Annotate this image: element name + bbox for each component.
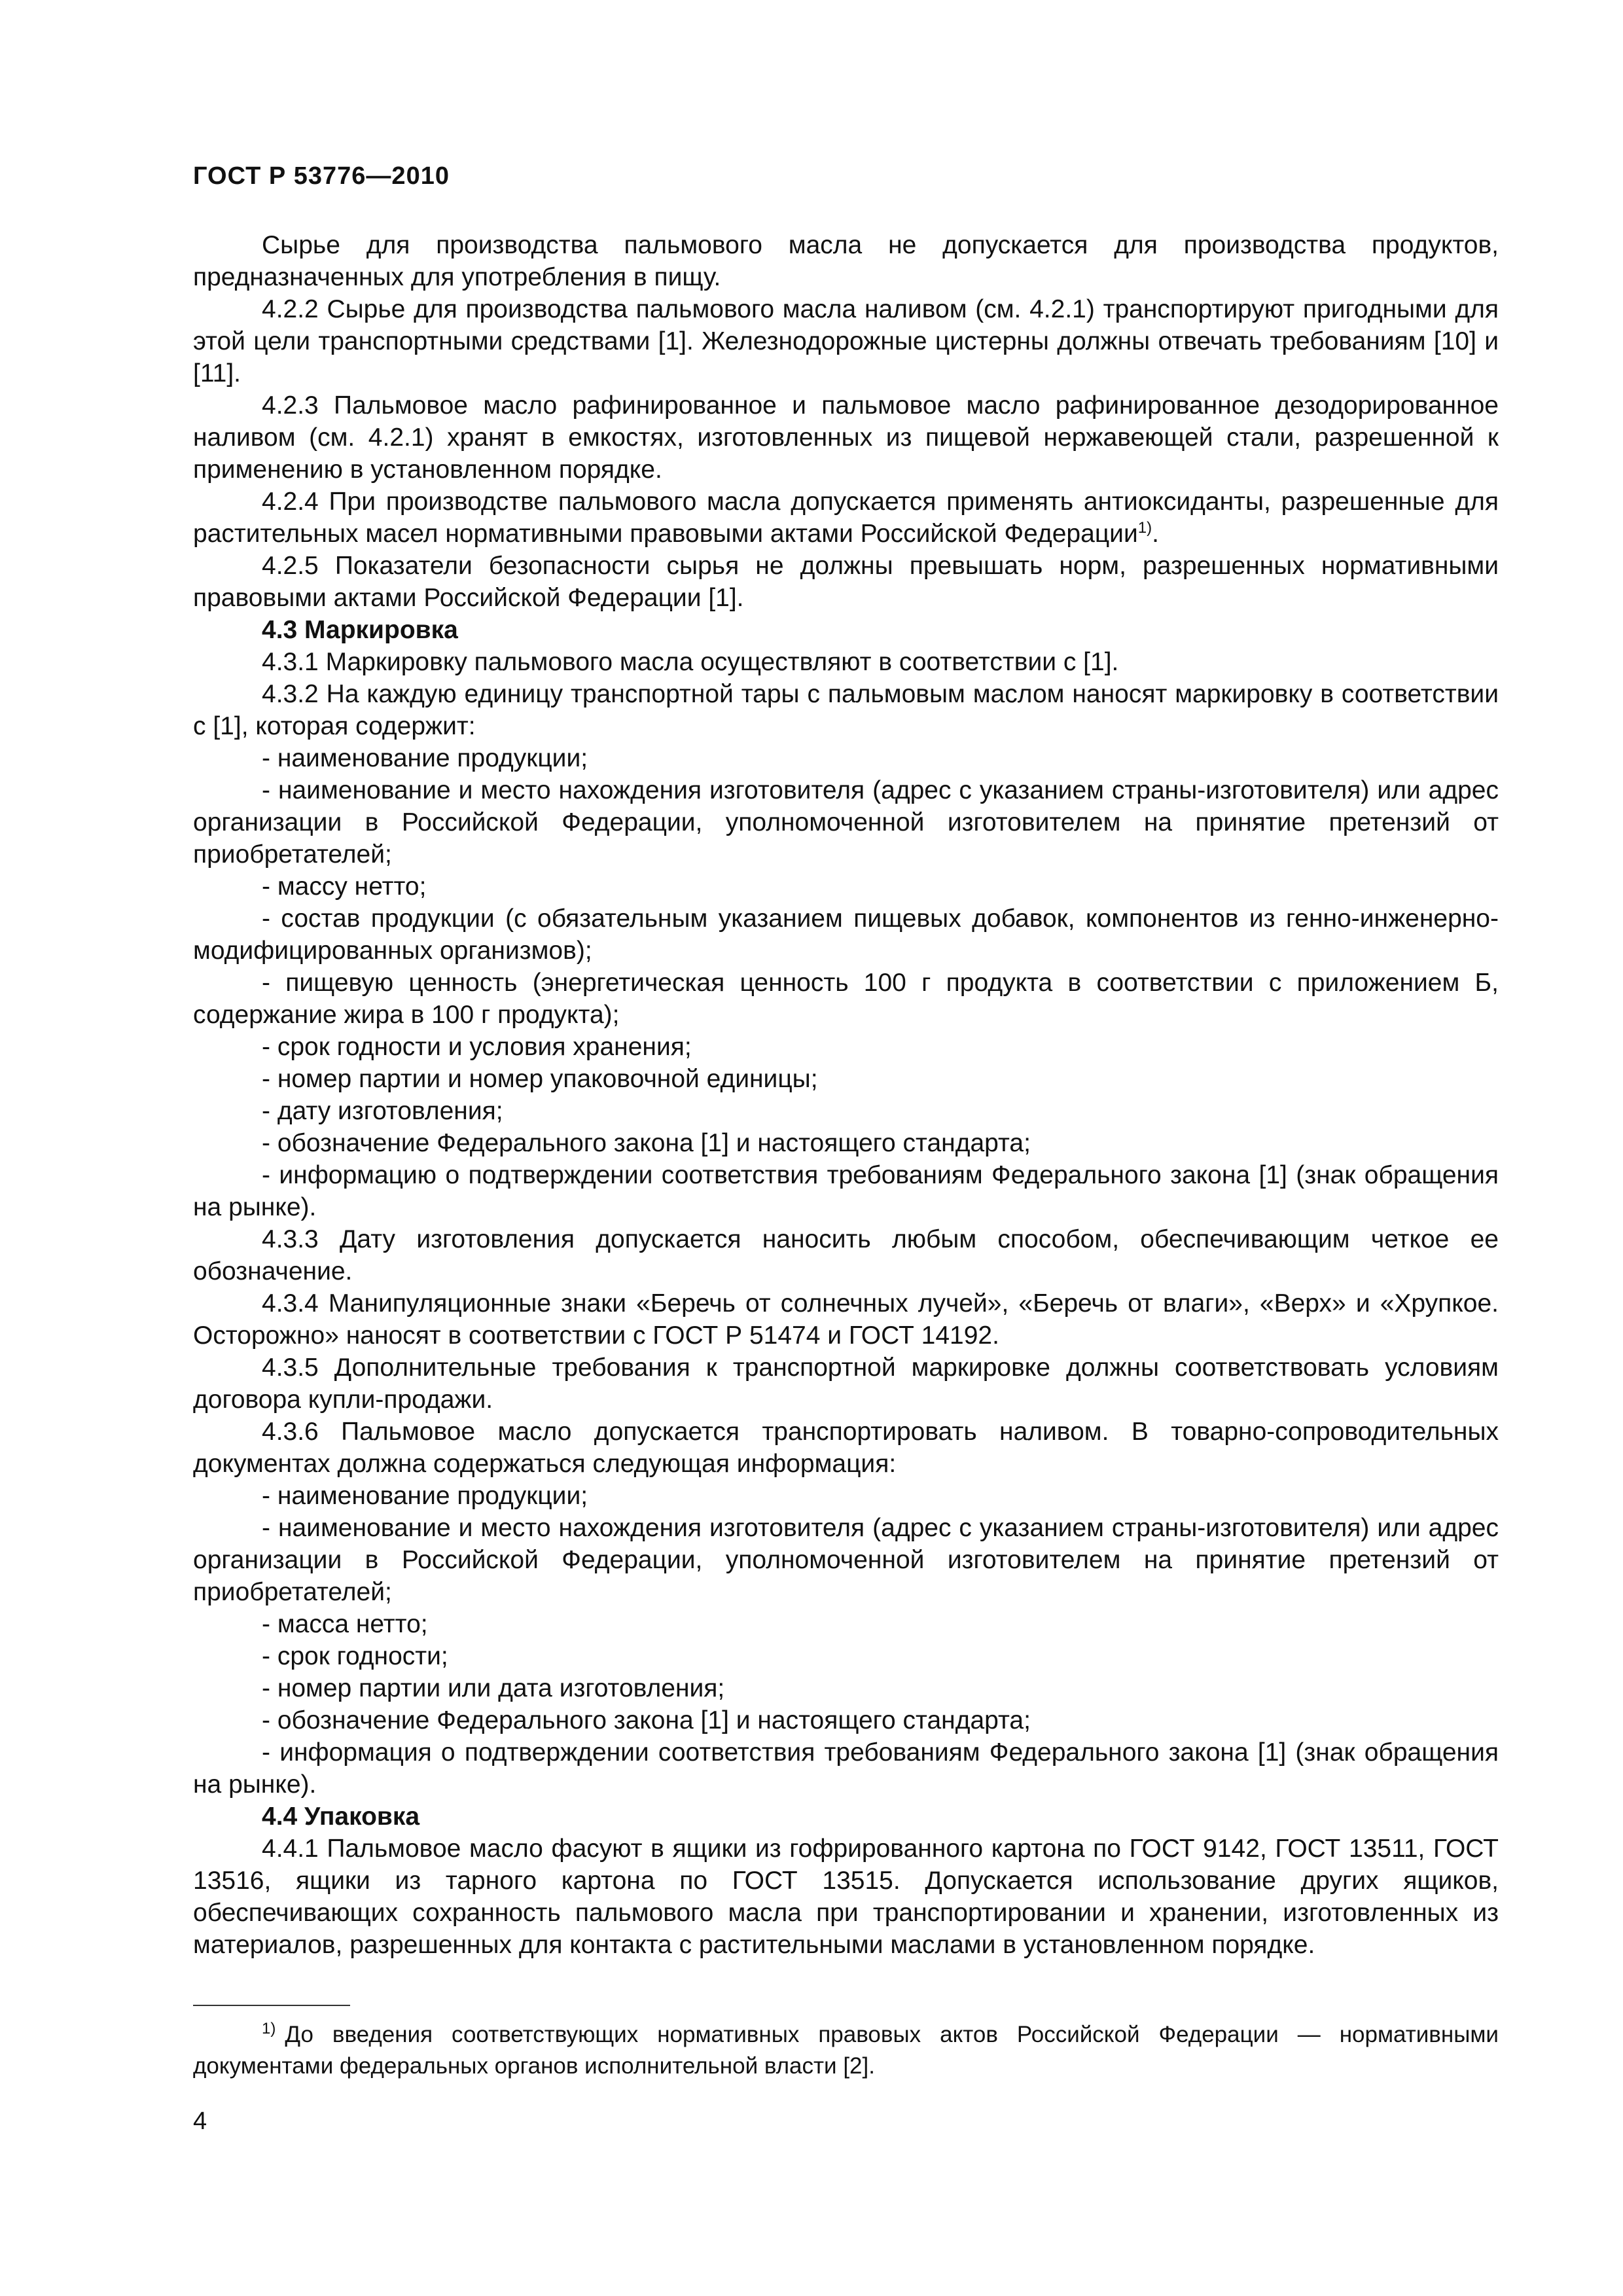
paragraph [193, 967, 1499, 1031]
paragraph-text: - наименование и место нахождения изготовителя (адрес с указанием страны-изготовителя) или адрес организации в Российской Федерации, уполномоченной изготовителем на принятие претензий от приобретателей; [193, 776, 1499, 869]
paragraph [193, 1704, 1499, 1736]
paragraph-text: 4.2.2 Сырье для производства пальмового масла наливом (см. 4.2.1) транспортируют пригодными для этой цели транспортными средствами [1]. Железнодорожные цистерны должны отвечать требованиям [10] и [11]. [193, 295, 1499, 387]
paragraph-text: - состав продукции (с обязательным указанием пищевых добавок, компонентов из генно-инженерно-модифицированных организмов); [193, 905, 1499, 965]
section-heading [193, 614, 1499, 646]
paragraph [193, 1640, 1499, 1672]
paragraph-text: - пищевую ценность (энергетическая ценность 100 г продукта в соответствии с приложением Б, содержание жира в 100 г продукта); [193, 969, 1499, 1029]
paragraph-text: 4.3.6 Пальмовое масло допускается транспортировать наливом. В товарно-сопроводительных документах должна содержаться следующая информация: [193, 1418, 1499, 1478]
paragraph-text: - обозначение Федерального закона [1] и настоящего стандарта; [262, 1706, 1031, 1734]
paragraph [193, 1127, 1499, 1159]
paragraph-text: 4.2.3 Пальмовое масло рафинированное и пальмовое масло рафинированное дезодорированное наливом (см. 4.2.1) хранят в емкостях, изготовленных из пищевой нержавеющей стали, разрешенной к применению в установленном порядке. [193, 391, 1499, 484]
footnote-divider [193, 2005, 350, 2006]
paragraph [193, 1480, 1499, 1512]
paragraph [193, 1352, 1499, 1416]
document-header: ГОСТ Р 53776—2010 [193, 162, 450, 190]
paragraph-text: - дату изготовления; [262, 1097, 503, 1125]
paragraph-text: 4.2.4 При производстве пальмового масла допускается применять антиоксиданты, разрешенные для растительных масел нормативными правовыми актами Российской Федерации [193, 488, 1499, 548]
paragraph-text: - номер партии или дата изготовления; [262, 1674, 725, 1702]
footnote [193, 2019, 1499, 2082]
paragraph [193, 1095, 1499, 1127]
paragraph [193, 646, 1499, 678]
page-number: 4 [193, 2108, 207, 2135]
paragraph-text: - наименование и место нахождения изготовителя (адрес с указанием страны-изготовителя) или адрес организации в Российской Федерации, уполномоченной изготовителем на принятие претензий от приобретателей; [193, 1514, 1499, 1606]
paragraph-tail: . [1152, 520, 1159, 548]
paragraph [193, 1031, 1499, 1063]
paragraph-text: 4.4 Упаковка [262, 1803, 420, 1831]
paragraph-text: - массу нетто; [262, 872, 427, 901]
paragraph [193, 903, 1499, 967]
paragraph [193, 678, 1499, 742]
paragraph [193, 1512, 1499, 1608]
paragraph-text: - наименование продукции; [262, 744, 588, 772]
document-body [193, 229, 1499, 1961]
paragraph [193, 1063, 1499, 1095]
section-heading [193, 1801, 1499, 1833]
paragraph-text: - информация о подтверждении соответствия требованиям Федерального закона [1] (знак обращения на рынке). [193, 1738, 1499, 1799]
paragraph-text: 4.2.5 Показатели безопасности сырья не должны превышать норм, разрешенных нормативными правовыми актами Российской Федерации [1]. [193, 552, 1499, 612]
paragraph [193, 774, 1499, 870]
paragraph-text: - срок годности и условия хранения; [262, 1033, 692, 1061]
paragraph-text: Сырье для производства пальмового масла не допускается для производства продуктов, предназначенных для употребления в пищу. [193, 231, 1499, 291]
paragraph [193, 229, 1499, 293]
paragraph-text: 4.3 Маркировка [262, 616, 458, 644]
paragraph [193, 293, 1499, 389]
paragraph-text: - информацию о подтверждении соответствия требованиям Федерального закона [1] (знак обращения на рынке). [193, 1161, 1499, 1221]
paragraph [193, 1416, 1499, 1480]
paragraph [193, 389, 1499, 486]
paragraph-text: 4.3.2 На каждую единицу транспортной тары с пальмовым маслом наносят маркировку в соответствии с [1], которая содержит: [193, 680, 1499, 740]
paragraph [193, 1608, 1499, 1640]
paragraph [193, 486, 1499, 550]
footnote-reference: 1) [1137, 519, 1152, 537]
paragraph [193, 1287, 1499, 1352]
footnote-marker: 1) [262, 2020, 276, 2038]
footnote-text: До введения соответствующих нормативных правовых актов Российской Федерации — нормативными документами федеральных органов исполнительной власти [2]. [193, 2022, 1499, 2079]
paragraph-text: 4.3.1 Маркировку пальмового масла осуществляют в соответствии с [1]. [262, 648, 1119, 676]
paragraph-text: - срок годности; [262, 1642, 448, 1670]
paragraph-text: - обозначение Федерального закона [1] и настоящего стандарта; [262, 1129, 1031, 1157]
paragraph [193, 1159, 1499, 1223]
paragraph [193, 1833, 1499, 1961]
paragraph-text: 4.3.3 Дату изготовления допускается наносить любым способом, обеспечивающим четкое ее обозначение. [193, 1225, 1499, 1285]
paragraph [193, 1672, 1499, 1704]
paragraph [193, 870, 1499, 903]
paragraph-text: - наименование продукции; [262, 1482, 588, 1510]
paragraph-text: 4.3.4 Манипуляционные знаки «Беречь от солнечных лучей», «Беречь от влаги», «Верх» и «Хрупкое. Осторожно» наносят в соответствии с ГОСТ Р 51474 и ГОСТ 14192. [193, 1289, 1499, 1350]
paragraph [193, 1736, 1499, 1801]
paragraph-text: 4.3.5 Дополнительные требования к транспортной маркировке должны соответствовать условиям договора купли-продажи. [193, 1354, 1499, 1414]
paragraph [193, 742, 1499, 774]
paragraph-text: 4.4.1 Пальмовое масло фасуют в ящики из гофрированного картона по ГОСТ 9142, ГОСТ 13511, ГОСТ 13516, ящики из тарного картона по ГОСТ 13515. Допускается использование других ящиков, обеспечивающих сохранность пальмового масла при транспортировании и хранении, изготовленных из материалов, разрешенных для контакта с растительными маслами в установленном порядке. [193, 1835, 1499, 1959]
paragraph [193, 550, 1499, 614]
paragraph-text: - номер партии и номер упаковочной единицы; [262, 1065, 818, 1093]
paragraph-text: - масса нетто; [262, 1610, 428, 1638]
paragraph [193, 1223, 1499, 1287]
